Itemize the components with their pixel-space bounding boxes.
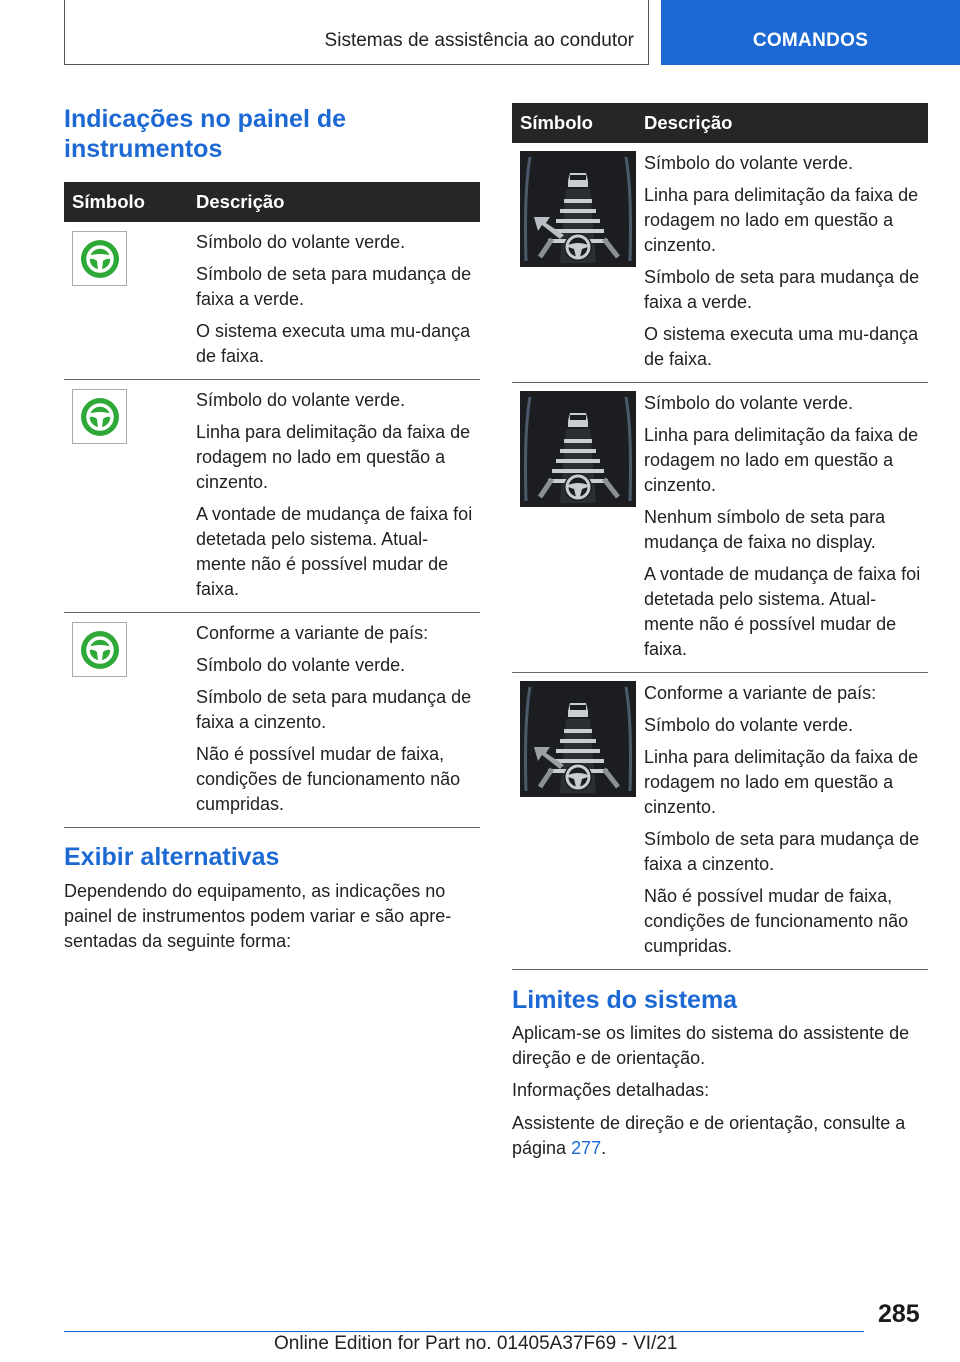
desc-line: Linha para delimitação da faixa de rodagem no lado em questão a cinzento. [644,747,919,817]
symbol-table-right [512,103,928,970]
desc-line: O sistema executa uma mu‐dança de faixa. [196,321,471,366]
table-header-symbol: Símbolo [64,182,188,222]
table-header-description: Descrição [188,182,480,222]
limits-reference-text: Assistente de direção e de orientação, consulte a página [512,1113,906,1158]
desc-line: Não é possível mudar de faixa, condições de funcionamento não cumpridas. [644,886,909,956]
table-header-symbol: Símbolo [512,103,636,143]
desc-line: Símbolo de seta para mudança de faixa a verde. [644,267,920,312]
table-row [512,673,928,970]
header-chapter-label: COMANDOS [752,30,869,51]
alternatives-text: Dependendo do equipamento, as indicações no painel de instrumentos podem variar e são apre‐sentadas da seguinte forma: [64,881,452,951]
desc-line: Conforme a variante de país: [644,683,877,703]
page-number: 285 [878,1300,920,1328]
header-section-title: Sistemas de assistência ao condutor [324,30,634,51]
steering-wheel-green-icon [72,622,127,677]
table-row [512,143,928,383]
desc-line: O sistema executa uma mu‐dança de faixa. [644,324,919,369]
section-title-alternatives: Exibir alternativas [64,843,280,871]
table-row [64,613,480,828]
lane-change-arrow-display-icon [520,151,636,267]
desc-line: Símbolo de seta para mudança de faixa a cinzento. [196,687,472,732]
section-title-system-limits: Limites do sistema [512,986,738,1014]
footer-divider [64,1331,864,1332]
desc-line: Símbolo do volante verde. [196,390,406,410]
table-row [64,380,480,613]
desc-line: Símbolo do volante verde. [644,715,854,735]
desc-line: Símbolo de seta para mudança de faixa a cinzento. [644,829,920,874]
desc-line: Símbolo do volante verde. [196,655,406,675]
desc-line: Linha para delimitação da faixa de rodagem no lado em questão a cinzento. [644,425,919,495]
lane-change-arrow-grey-display-icon [520,681,636,797]
desc-line: Símbolo de seta para mudança de faixa a verde. [196,264,472,309]
table-row [512,383,928,673]
desc-line: Nenhum símbolo de seta para mudança de faixa no display. [644,507,886,552]
lane-display-no-arrow-icon [520,391,636,507]
page-reference-link[interactable]: 277 [571,1138,602,1158]
symbol-table-left [64,182,480,828]
section-title-instrument-display: Indicações no painel de instrumentos [64,105,347,163]
desc-line: A vontade de mudança de faixa foi detetada pelo sistema. Atual‐mente não é possível mudar de faixa. [644,564,921,659]
desc-line: Não é possível mudar de faixa, condições de funcionamento não cumpridas. [196,744,461,814]
desc-line: Símbolo do volante verde. [644,393,854,413]
limits-paragraph-3 [512,1111,928,1161]
steering-wheel-green-icon [72,231,127,286]
limits-paragraph-2: Informações detalhadas: [512,1080,710,1100]
desc-line: A vontade de mudança de faixa foi detetada pelo sistema. Atual‐mente não é possível mudar de faixa. [196,504,473,599]
steering-wheel-green-icon [72,389,127,444]
desc-line: Símbolo do volante verde. [644,153,854,173]
desc-line: Linha para delimitação da faixa de rodagem no lado em questão a cinzento. [196,422,471,492]
desc-line: Conforme a variante de país: [196,623,429,643]
table-row [64,222,480,380]
limits-reference-end: . [601,1138,607,1158]
desc-line: Linha para delimitação da faixa de rodagem no lado em questão a cinzento. [644,185,919,255]
header-section-box [64,0,649,65]
header-chapter-tab[interactable] [661,0,960,65]
table-header-description: Descrição [636,103,928,143]
edition-info: Online Edition for Part no. 01405A37F69 - VI/21 [274,1333,678,1354]
desc-line: Símbolo do volante verde. [196,232,406,252]
limits-paragraph-1: Aplicam-se os limites do sistema do assistente de direção e de orientação. [512,1023,910,1068]
